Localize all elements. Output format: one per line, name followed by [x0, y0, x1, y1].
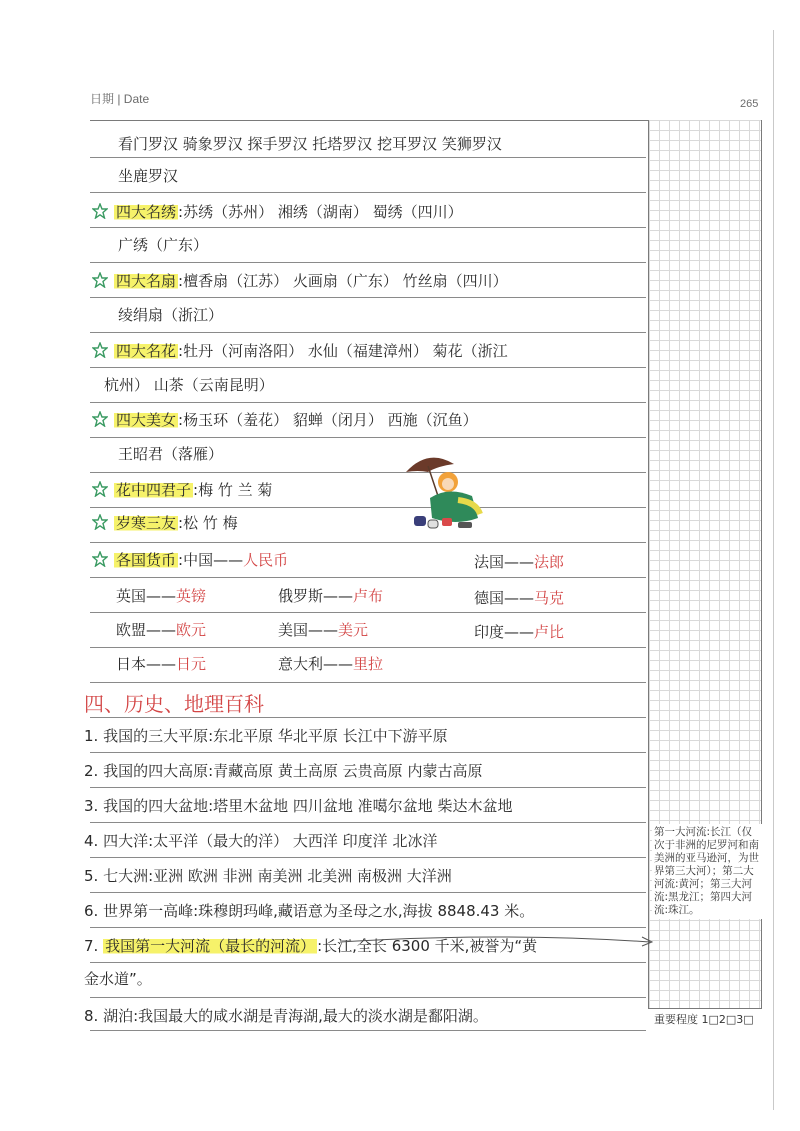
girl-with-umbrella-illustration: [398, 452, 490, 536]
currency-entry-italy: [278, 653, 383, 675]
famous-fans-title: 四大名扇: [116, 272, 177, 290]
rule-line: [90, 192, 646, 193]
geo-item-7-number: 7.: [84, 937, 104, 955]
famous-flowers-line: [114, 340, 508, 362]
geo-item-7-highlight: 我国第一大河流（最长的河流）: [105, 937, 316, 955]
currency-country: 法国——: [474, 553, 535, 571]
currency-value: 里拉: [353, 655, 384, 673]
rule-line: [90, 857, 646, 858]
currency-country: 美国——: [278, 621, 339, 639]
rule-line: [90, 157, 646, 158]
arhat-list-line-2: 坐鹿罗汉: [118, 167, 179, 185]
currency-entry-japan: [116, 653, 206, 675]
page-number: 265: [740, 98, 759, 110]
famous-flowers-text: :牡丹（河南洛阳） 水仙（福建漳州） 菊花（浙江: [178, 342, 508, 360]
rule-line: [90, 787, 646, 788]
currency-country: 欧盟——: [116, 621, 177, 639]
rule-line: [90, 262, 646, 263]
currency-entry-germany: [474, 587, 564, 609]
currency-value: 马克: [534, 589, 565, 607]
rule-line: [90, 612, 646, 613]
famous-embroidery-title: 四大名绣: [116, 203, 177, 221]
rule-line: [90, 577, 646, 578]
star-icon: [92, 411, 108, 427]
famous-fans-line: [114, 270, 508, 292]
geo-item-1: 1. 我国的三大平原:东北平原 华北平原 长江中下游平原: [84, 727, 448, 745]
famous-embroidery-line: [114, 201, 463, 223]
geo-item-5: 5. 七大洲:亚洲 欧洲 非洲 南美洲 北美洲 南极洲 大洋洲: [84, 867, 452, 885]
arrow-to-side-note: [340, 930, 660, 950]
colon: :: [178, 551, 184, 569]
rule-line: [90, 752, 646, 753]
rule-line: [90, 997, 646, 998]
star-icon: [92, 203, 108, 219]
currency-value: 人民币: [243, 551, 289, 569]
currency-entry-india: [474, 621, 564, 643]
currency-country: 英国——: [116, 587, 177, 605]
three-friends-text: :松 竹 梅: [178, 514, 238, 532]
four-gentlemen-title: 花中四君子: [116, 481, 192, 499]
four-beauties-title: 四大美女: [116, 411, 177, 429]
famous-fans-line-2: 绫绢扇（浙江）: [118, 306, 224, 324]
geo-item-7-text: :长江,全长 6300 千米,被誉为“黄: [317, 937, 538, 955]
star-icon: [92, 551, 108, 567]
rule-line: [90, 507, 646, 508]
geo-item-2: 2. 我国的四大高原:青藏高原 黄土高原 云贵高原 内蒙古高原: [84, 762, 483, 780]
geo-item-3: 3. 我国的四大盆地:塔里木盆地 四川盆地 准噶尔盆地 柴达木盆地: [84, 797, 513, 815]
geo-item-7-continued: 金水道”。: [84, 970, 152, 988]
star-icon: [92, 272, 108, 288]
rule-line: [90, 822, 646, 823]
currency-entry-eu: [116, 619, 206, 641]
rule-line: [90, 892, 646, 893]
importance-rating: 重要程度 1□2□3□: [648, 1008, 762, 1030]
currency-value: 英镑: [176, 587, 207, 605]
famous-flowers-line-2: 杭州） 山茶（云南昆明）: [104, 376, 274, 394]
currency-value: 法郎: [534, 553, 565, 571]
geo-item-6: 6. 世界第一高峰:珠穆朗玛峰,藏语意为圣母之水,海拔 8848.43 米。: [84, 902, 535, 920]
currency-country: 中国——: [183, 551, 244, 569]
star-icon: [92, 342, 108, 358]
famous-embroidery-text: :苏绣（苏州） 湘绣（湖南） 蜀绣（四川）: [178, 203, 463, 221]
geo-item-8: 8. 湖泊:我国最大的咸水湖是青海湖,最大的淡水湖是鄱阳湖。: [84, 1007, 488, 1025]
rule-line: [90, 682, 646, 683]
currency-value: 卢布: [353, 587, 384, 605]
currency-value: 美元: [338, 621, 369, 639]
currency-entry-france: [474, 551, 564, 573]
rule-line: [90, 472, 646, 473]
four-beauties-line: [114, 409, 478, 431]
famous-flowers-title: 四大名花: [116, 342, 177, 360]
rule-line: [90, 647, 646, 648]
currency-country: 日本——: [116, 655, 177, 673]
currency-entry-uk: [116, 585, 206, 607]
rule-line: [90, 367, 646, 368]
currency-country: 印度——: [474, 623, 535, 641]
four-beauties-line-2: 王昭君（落雁）: [118, 445, 224, 463]
currency-title: 各国货币: [116, 551, 177, 569]
rule-line: [90, 332, 646, 333]
star-icon: [92, 514, 108, 530]
rule-line: [90, 717, 646, 718]
currency-title-line: [114, 549, 288, 571]
rule-line: [90, 962, 646, 963]
currency-value: 欧元: [176, 621, 207, 639]
section-heading: 四、历史、地理百科: [84, 692, 264, 716]
date-label: 日期 | Date: [90, 92, 150, 106]
currency-entry-russia: [278, 585, 383, 607]
rule-line: [90, 542, 646, 543]
rule-line: [90, 437, 646, 438]
arhat-list-line: 看门罗汉 骑象罗汉 探手罗汉 托塔罗汉 挖耳罗汉 笑狮罗汉: [118, 135, 502, 153]
rule-line: [90, 297, 646, 298]
three-friends-line: [114, 512, 238, 534]
page-edge: [773, 30, 774, 1110]
geo-item-4: 4. 四大洋:太平洋（最大的洋） 大西洋 印度洋 北冰洋: [84, 832, 438, 850]
currency-country: 德国——: [474, 589, 535, 607]
currency-entry-usa: [278, 619, 368, 641]
currency-country: 俄罗斯——: [278, 587, 354, 605]
rule-line: [90, 927, 646, 928]
rule-line: [90, 1030, 646, 1031]
four-gentlemen-text: :梅 竹 兰 菊: [193, 481, 273, 499]
rule-line: [90, 227, 646, 228]
famous-fans-text: :檀香扇（江苏） 火画扇（广东） 竹丝扇（四川）: [178, 272, 508, 290]
rule-line: [90, 402, 646, 403]
currency-value: 日元: [176, 655, 207, 673]
currency-country: 意大利——: [278, 655, 354, 673]
four-gentlemen-line: [114, 479, 272, 501]
currency-value: 卢比: [534, 623, 565, 641]
side-note: 第一大河流:长江（仅次于非洲的尼罗河和南美洲的亚马逊河，为世界第三大河）；第二大河流:黄河；第三大河流:黑龙江；第四大河流:珠江。: [652, 824, 762, 919]
star-icon: [92, 481, 108, 497]
four-beauties-text: :杨玉环（羞花） 貂蝉（闭月） 西施（沉鱼）: [178, 411, 478, 429]
three-friends-title: 岁寒三友: [116, 514, 177, 532]
famous-embroidery-line-2: 广绣（广东）: [118, 236, 209, 254]
